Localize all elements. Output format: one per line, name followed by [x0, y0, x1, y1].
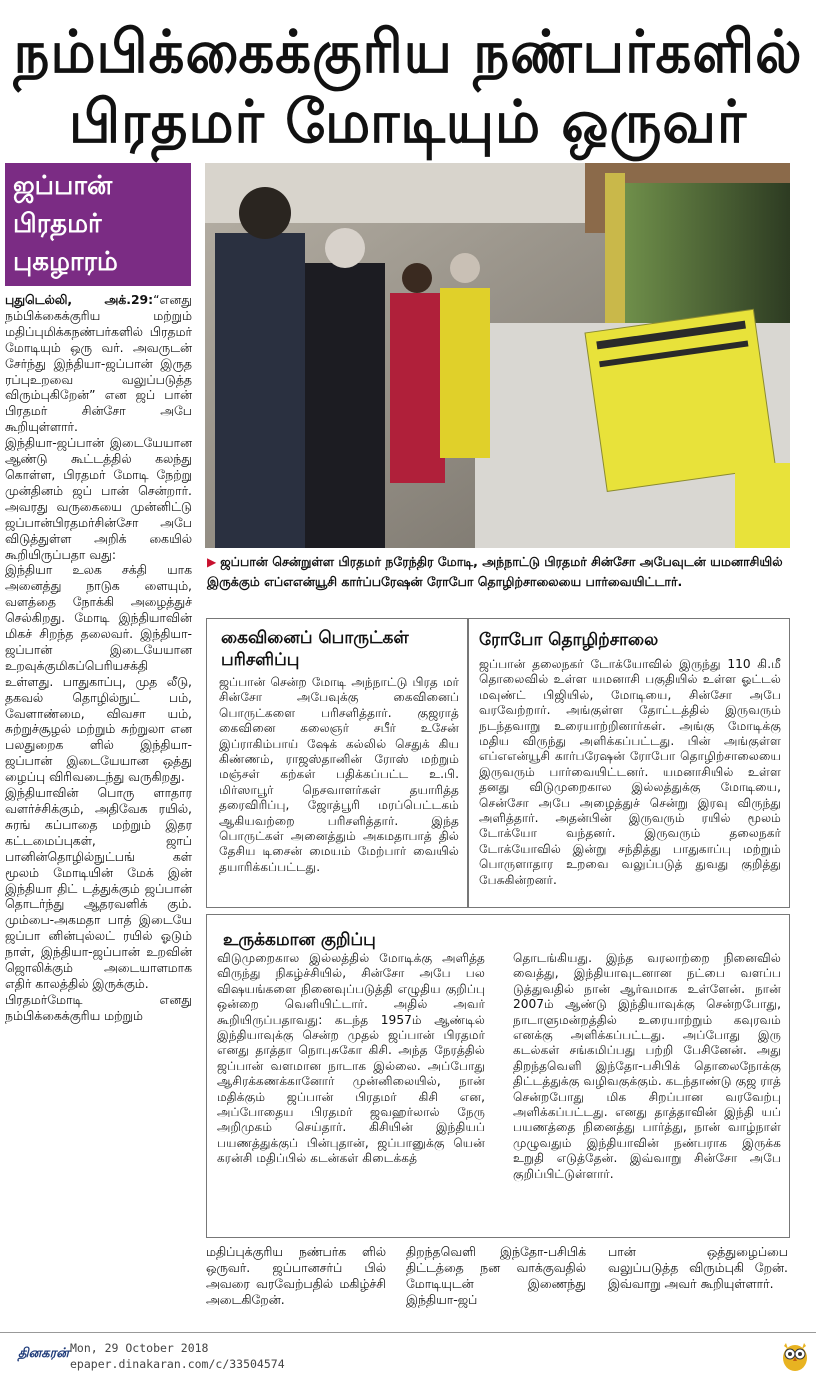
publisher-logo: தினகரன்	[18, 1346, 69, 1361]
article-paragraph: இந்தியா-ஜப்பான் இடையேயான ஆண்டு கூட்டத்தில் கலந்து கொள்ள, பிரதமர் மோடி நேற்று முன்தினம் ஜப் பான் சென்றார். அவரது வருகையை முன்னிட்டு ஜப்பான்பிரதமர்சின்சோ அபே விடுத்துள்ள அறிக் கையில் கூறியிருப்பதா வது:	[5, 435, 192, 562]
box-text-column-2: தொடங்கியது. இந்த வரலாற்றை நினைவில் வைத்து, இந்தியாவுடனான நட்பை வளப்ப டுத்துவதில் நான் ஆர்வமாக உள்ளேன். நான் 2007ம் ஆண்டு இந்தியாவுக்கு சென்றபோது, நாடாளுமன்றத்தில் உரையாற்றும் கவுரவம் எனக்கு அளிக்கப்பட்டது. அப்போது இரு கடல்கள் சங்கமிப்பது பற்றி பேசினேன். அது திறந்தவெளி இந்தோ-பசிபிக் தொலைநோக்கு திட்டத்துக்கு வழிவகுக்கும். கடந்தாண்டு குஜ ராத் சென்றபோது மிக சிறப்பான வரவேற்பு அளிக்கப்பட்டது. எனது தாத்தாவின் இந்தி யப் பயணத்தை நினைத்து பார்த்து, நான் வாழ்நாள் முழுவதும் இந்தியாவின் நண்பராக இருக்க உறுதி எடுத்தேன். இவ்வாறு சின்சோ அபே குறிப்பிட்டுள்ளார்.	[513, 951, 781, 1181]
factory-visit-photo	[205, 163, 790, 548]
continuation-column-3: பான் ஒத்துழைப்பை வலுப்படுத்த விரும்புகி றேன். இவ்வாறு அவர் கூறியுள்ளார்.	[608, 1244, 788, 1291]
article-paragraph: இந்தியா உலக சக்தி யாக அனைத்து நாடுக ளையும், வளத்தை நோக்கி அழைத்துச் செல்கிறது. மோடி இந்தியாவின் மிகச் சிறந்த தலைவர். இந்தியா-ஜப்பான் இடையேயான உறவுக்குமிகப்பெரியசக்தி உள்ளது. பாதுகாப்பு, முத லீடு, தகவல் தொழில்நுட் பம், வேளாண்மை, விவசா யம், சுற்றுச்சூழல் மற்றும் சுற்றுலா என பலதுறைக ளில் இந்தியா-ஜப்பான் இடையேயான ஒத்து ழைப்பு விரிவடைந்து வருகிறது.	[5, 562, 192, 785]
box-text: ஜப்பான் சென்ற மோடி அந்நாட்டு பிரத மர் சின்சோ அபேவுக்கு கைவினைப் பொருட்களை பரிசளித்தார். குஜராத் கைவினை கலைஞர் சபீர் உசேன் இப்ராகிம்பாய் ஷேக் கல்லில் செதுக் கிய கிண்ணம், ராஜஸ்தானின் ரோஸ் மற்றும் மஞ்சள் கற்கள் பதிக்கப்பட்ட உ.பி. மிர்ஸாபூர் நெசவாளர்கள் தயாரித்த தரைவிரிப்பு, ஜோத்பூரி மரப்பெட்டகம் ஆகியவற்றை பரிசளித்தார். இந்த பொருட்கள் அனைத்தும் அகமதாபாத் தில் தேசிய டிசைன் மையம் மேற்பார் வையில் தயாரிக்கப்பட்டது.	[219, 675, 459, 874]
owl-icon[interactable]	[780, 1340, 810, 1372]
dateline: புதுடெல்லி, அக்.29:	[5, 292, 154, 307]
kicker-line-2: பிரதமர்	[13, 209, 102, 239]
edition-date: Mon, 29 October 2018	[70, 1341, 209, 1355]
headline-line-2: பிரதமர் மோடியும் ஒருவர்	[68, 88, 748, 157]
sidebar-box-craft-gifts	[206, 618, 468, 908]
headline-line-1: நம்பிக்கைக்குரிய நண்பர்களில்	[13, 18, 803, 87]
article-paragraph-text: “எனது நம்பிக்கைக்குரிய மற்றும் மதிப்புமிக்கநண்பர்களில் பிரதமர் மோடியும் ஒரு வர். அவருடன் சேர்ந்து இந்தியா-ஜப்பான் இருத ரப்புஉறவை வலுப்படுத்த விரும்புகிறேன்” என ஜப் பான் பிரதமர் சின்சோ அபே கூறியுள்ளார்.	[5, 292, 192, 435]
news-photo	[205, 163, 790, 548]
box-title: கைவினைப் பொருட்கள் பரிசளிப்பு	[221, 628, 409, 670]
box-title: ரோபோ தொழிற்சாலை	[479, 630, 659, 650]
edition-url[interactable]: epaper.dinakaran.com/c/33504574	[70, 1357, 285, 1371]
caption-marker-icon: ▶	[207, 555, 217, 569]
article-paragraph: இந்தியாவின் பொரு ளாதார வளர்ச்சிக்கும், அதிவேக ரயில், சுரங் கப்பாதை மற்றும் இதர கட்டமைப்புகள், ஜாப் பானின்தொழில்நுட்பங் கள் மூலம் மோடியின் மேக் இன் இந்தியா திட் டத்துக்கும் ஜப்பான் தொடர்ந்து ஆதரவளிக் கும். மும்பை-அகமதா பாத் இடையே ஜப்பா னின்புல்லட் ரயில் ஓடும் நாள், இந்தியா-ஜப்பான் உறவின் ஜொலிக்கும் அடையாளமாக எதிர் காலத்தில் இருக்கும்.	[5, 785, 192, 991]
article-paragraph	[5, 292, 192, 435]
box-text-column-1: விடுமுறைகால இல்லத்தில் மோடிக்கு அளித்த விருந்து நிகழ்ச்சியில், சின்சோ அபே பல விஷயங்களை நினைவுப்படுத்தி எழுதிய குறிப்பு ஒன்றை வெளியிட்டார். அதில் அவர் கூறியிருப்பதாவது: கடந்த 1957ம் ஆண்டில் இந்தியாவுக்கு சென்ற முதல் ஜப்பான் பிரதமர் எனது தாத்தா நொபுசுகோ கிசி. அந்த நேரத்தில் ஜப்பான் வளமான நாடாக இல்லை. அப்போது ஆசிரக்கணக்கானோர் முன்னிலையில், நான் மதிக்கும் ஜப்பான் பிரதமர் கிசி என, அப்போதைய பிரதமர் ஜவஹர்லால் நேரு அறிமுகம் செய்தார். கிசியின் இந்தியப் பயணத்துக்குப் பின்புதான், ஜப்பானுக்கு யென் கரன்சி மதிப்பில் கடன்கள் கிடைக்கத்	[217, 951, 485, 1166]
article-paragraph: பிரதமர்மோடி எனது நம்பிக்கைக்குரிய மற்றும்	[5, 991, 192, 1023]
kicker-line-3: புகழாரம்	[13, 247, 118, 277]
box-title: உருக்கமான குறிப்பு	[223, 930, 376, 950]
box-text: ஜப்பான் தலைநகர் டோக்யோவில் இருந்து 110 கி.மீ தொலைவில் உள்ள யமனாசி பகுதியில் உள்ள ஓட்டல் மவுண்ட் பிஜியில், மோடியை, சின்சோ அபே வரவேற்றார். அங்குள்ள தோட்டத்தில் இருவரும் நடந்தவாறு உரையாற்றினார்கள். அங்கு மோடிக்கு மதிய விருந்து அளிக்கப்பட்டது. பின் அங்குள்ள எப்எஎன்யூசி கார்பரேஷன் ரோபோ தொழிற்சாலையை இருவரும் பார்வையிட்டனர். யமனாசியில் உள்ள தனது விடுமுறைகால இல்லத்துக்கு மோடியை, சென்சோ அபே அழைத்துச் சென்று இரவு விருந்து அளித்தார். அதன்பின் இருவரும் ரயில் மூலம் டோக்யோ வந்தனர். இருவரும் தலைநகர் டோக்யோவில் இன்று சந்தித்து பாதுகாப்பு மற்றும் பொருளாதார உறவை வலுப்படுத் துவது குறித்து பேசுகின்றனர்.	[479, 657, 781, 887]
main-article-column	[5, 292, 192, 1024]
sidebar-box-emotional-note	[206, 914, 790, 1238]
kicker-line-1: ஜப்பான்	[13, 171, 113, 201]
kicker-box	[5, 163, 191, 286]
footer-divider	[0, 1332, 816, 1333]
continuation-column-1: மதிப்புக்குரிய நண்பர்க ளில் ஒருவர். ஜப்பானசர்ப் பில் அவரை வரவேற்பதில் மகிழ்ச்சி அடைகிறேன்.	[206, 1244, 386, 1307]
sidebar-box-robot-factory	[468, 618, 790, 908]
photo-caption	[207, 552, 792, 591]
caption-text: ஜப்பான் சென்றுள்ள பிரதமர் நரேந்திர மோடி, அந்நாட்டு பிரதமர் சின்சோ அபேவுடன் யமனாசியில் இருக்கும் எப்எஎன்யூசி கார்ப்பரேஷன் ரோபோ தொழிற்சாலையை பார்வையிட்டார்.	[207, 554, 783, 589]
continuation-column-2: திறந்தவெளி இந்தோ-பசிபிக் திட்டத்தை நன வாக்குவதில் மோடியுடன் இணைந்து இந்தியா-ஜப்	[406, 1244, 586, 1307]
